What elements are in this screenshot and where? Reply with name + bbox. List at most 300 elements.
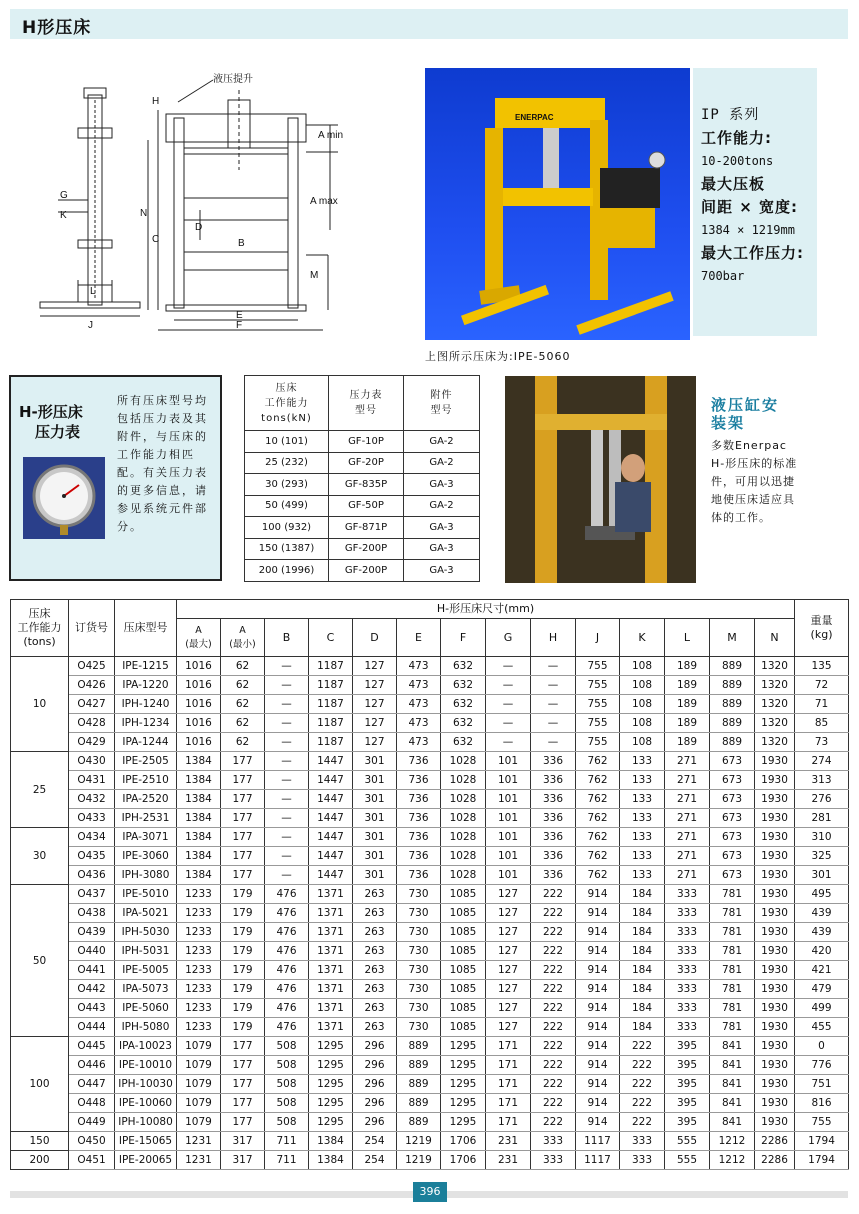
- value-cell: 1794: [795, 1132, 849, 1151]
- value-cell: 177: [221, 847, 265, 866]
- order-no-cell: O451: [69, 1151, 115, 1170]
- value-cell: 296: [353, 1094, 397, 1113]
- head-weight: 重量 (kg): [795, 600, 849, 657]
- order-no-cell: O425: [69, 657, 115, 676]
- value-cell: 1028: [441, 866, 486, 885]
- value-cell: 222: [531, 923, 576, 942]
- value-cell: 177: [221, 1056, 265, 1075]
- value-cell: 72: [795, 676, 849, 695]
- value-cell: 841: [710, 1094, 755, 1113]
- gauge-capacity-cell: 100 (932): [245, 517, 329, 539]
- value-cell: 133: [620, 790, 665, 809]
- value-cell: 177: [221, 790, 265, 809]
- accessory-model-cell: GA-2: [404, 431, 480, 453]
- value-cell: 171: [486, 1094, 531, 1113]
- capacity-cell: 150: [11, 1132, 69, 1151]
- head-dim-col: N: [755, 619, 795, 657]
- value-cell: 1016: [177, 714, 221, 733]
- value-cell: 1706: [441, 1151, 486, 1170]
- table-row: [11, 904, 849, 923]
- model-cell: IPE-5060: [115, 999, 177, 1018]
- head-model: 压床型号: [115, 600, 177, 657]
- cylinder-mount-photo: [505, 376, 696, 583]
- gauge-table-row: [245, 538, 480, 560]
- table-row: [11, 1037, 849, 1056]
- value-cell: 101: [486, 752, 531, 771]
- value-cell: 1233: [177, 980, 221, 999]
- value-cell: 1447: [309, 771, 353, 790]
- capacity-cell: 100: [11, 1037, 69, 1132]
- value-cell: 1233: [177, 923, 221, 942]
- value-cell: 914: [576, 942, 620, 961]
- value-cell: 263: [353, 999, 397, 1018]
- value-cell: 889: [397, 1056, 441, 1075]
- value-cell: 1233: [177, 904, 221, 923]
- value-cell: 127: [353, 695, 397, 714]
- value-cell: 473: [397, 714, 441, 733]
- value-cell: 1233: [177, 999, 221, 1018]
- value-cell: 1233: [177, 942, 221, 961]
- value-cell: 222: [531, 980, 576, 999]
- value-cell: 1706: [441, 1132, 486, 1151]
- value-cell: 179: [221, 942, 265, 961]
- value-cell: 1295: [309, 1075, 353, 1094]
- value-cell: 1295: [441, 1056, 486, 1075]
- value-cell: 1384: [177, 809, 221, 828]
- table-row: [11, 1018, 849, 1037]
- order-no-cell: O446: [69, 1056, 115, 1075]
- head-dim-col: A (最大): [177, 619, 221, 657]
- value-cell: 271: [665, 790, 710, 809]
- value-cell: 473: [397, 657, 441, 676]
- value-cell: 1930: [755, 1075, 795, 1094]
- gauge-table-head-accessory: 附件 型号: [404, 376, 480, 431]
- value-cell: 395: [665, 1075, 710, 1094]
- value-cell: 1231: [177, 1132, 221, 1151]
- value-cell: 222: [531, 942, 576, 961]
- value-cell: 1930: [755, 1056, 795, 1075]
- gauge-table-row: [245, 560, 480, 582]
- order-no-cell: O436: [69, 866, 115, 885]
- gauge-model-cell: GF-835P: [329, 474, 404, 496]
- value-cell: 177: [221, 771, 265, 790]
- value-cell: 222: [531, 1094, 576, 1113]
- value-cell: 730: [397, 980, 441, 999]
- value-cell: 271: [665, 866, 710, 885]
- value-cell: 1930: [755, 1037, 795, 1056]
- model-cell: IPA-5021: [115, 904, 177, 923]
- value-cell: 1384: [177, 771, 221, 790]
- capacity-cell: 10: [11, 657, 69, 752]
- gauge-capacity-cell: 30 (293): [245, 474, 329, 496]
- value-cell: 222: [531, 1056, 576, 1075]
- value-cell: 1219: [397, 1151, 441, 1170]
- value-cell: —: [265, 828, 309, 847]
- value-cell: 171: [486, 1037, 531, 1056]
- value-cell: 276: [795, 790, 849, 809]
- value-cell: 271: [665, 828, 710, 847]
- gauge-table-head-capacity: 压床 工作能力 tons(kN): [245, 376, 329, 431]
- value-cell: 310: [795, 828, 849, 847]
- model-cell: IPE-3060: [115, 847, 177, 866]
- series-name: IP 系列: [701, 107, 760, 123]
- model-cell: IPE-5005: [115, 961, 177, 980]
- value-cell: 755: [795, 1113, 849, 1132]
- capacity-cell: 30: [11, 828, 69, 885]
- value-cell: 730: [397, 1018, 441, 1037]
- value-cell: 473: [397, 695, 441, 714]
- value-cell: 1016: [177, 657, 221, 676]
- order-no-cell: O428: [69, 714, 115, 733]
- dimensions-table: [10, 599, 849, 1170]
- value-cell: —: [265, 866, 309, 885]
- value-cell: 914: [576, 1113, 620, 1132]
- value-cell: 336: [531, 752, 576, 771]
- value-cell: 632: [441, 695, 486, 714]
- value-cell: 127: [486, 980, 531, 999]
- value-cell: —: [265, 657, 309, 676]
- gauge-model-cell: GF-200P: [329, 560, 404, 582]
- gauge-capacity-cell: 200 (1996): [245, 560, 329, 582]
- dim-j-label: J: [88, 320, 93, 331]
- value-cell: 1930: [755, 847, 795, 866]
- head-dim-col: A (最小): [221, 619, 265, 657]
- press-photo: [425, 68, 690, 340]
- value-cell: 1085: [441, 885, 486, 904]
- value-cell: 1295: [309, 1037, 353, 1056]
- value-cell: 336: [531, 771, 576, 790]
- value-cell: —: [486, 676, 531, 695]
- value-cell: 730: [397, 942, 441, 961]
- order-no-cell: O448: [69, 1094, 115, 1113]
- table-row: [11, 1132, 849, 1151]
- value-cell: 889: [710, 676, 755, 695]
- value-cell: 313: [795, 771, 849, 790]
- table-row: [11, 980, 849, 999]
- value-cell: 555: [665, 1151, 710, 1170]
- value-cell: 1016: [177, 676, 221, 695]
- value-cell: 1212: [710, 1151, 755, 1170]
- value-cell: 762: [576, 828, 620, 847]
- value-cell: 673: [710, 752, 755, 771]
- value-cell: 184: [620, 1018, 665, 1037]
- head-dim-col: D: [353, 619, 397, 657]
- value-cell: 336: [531, 809, 576, 828]
- value-cell: 1079: [177, 1075, 221, 1094]
- accessory-model-cell: GA-3: [404, 538, 480, 560]
- bracket-title-1: 液压缸安: [711, 396, 780, 414]
- value-cell: 1930: [755, 828, 795, 847]
- model-cell: IPH-2531: [115, 809, 177, 828]
- value-cell: 479: [795, 980, 849, 999]
- value-cell: 189: [665, 714, 710, 733]
- order-no-cell: O444: [69, 1018, 115, 1037]
- value-cell: 762: [576, 752, 620, 771]
- value-cell: 455: [795, 1018, 849, 1037]
- value-cell: 1295: [441, 1037, 486, 1056]
- table-row: [11, 714, 849, 733]
- value-cell: 133: [620, 809, 665, 828]
- model-cell: IPA-10023: [115, 1037, 177, 1056]
- value-cell: —: [531, 714, 576, 733]
- table-row: [11, 771, 849, 790]
- pressure-label: 最大工作压力:: [701, 244, 804, 262]
- value-cell: —: [486, 657, 531, 676]
- table-row: [11, 1151, 849, 1170]
- order-no-cell: O450: [69, 1132, 115, 1151]
- value-cell: 301: [353, 752, 397, 771]
- gauge-table-row: [245, 517, 480, 539]
- model-cell: IPE-10060: [115, 1094, 177, 1113]
- capacity-label: 工作能力:: [701, 129, 772, 147]
- value-cell: 508: [265, 1113, 309, 1132]
- value-cell: 736: [397, 809, 441, 828]
- table-row: [11, 790, 849, 809]
- table-row: [11, 695, 849, 714]
- model-cell: IPE-10010: [115, 1056, 177, 1075]
- gauge-table-head-gauge: 压力表 型号: [329, 376, 404, 431]
- value-cell: 263: [353, 904, 397, 923]
- value-cell: 781: [710, 942, 755, 961]
- value-cell: 632: [441, 657, 486, 676]
- value-cell: 751: [795, 1075, 849, 1094]
- value-cell: 333: [665, 961, 710, 980]
- enerpac-logo: ENERPAC: [515, 113, 554, 122]
- model-cell: IPE-2505: [115, 752, 177, 771]
- value-cell: 632: [441, 714, 486, 733]
- value-cell: 296: [353, 1056, 397, 1075]
- value-cell: 184: [620, 923, 665, 942]
- value-cell: 755: [576, 695, 620, 714]
- accessory-model-cell: GA-2: [404, 452, 480, 474]
- value-cell: 71: [795, 695, 849, 714]
- value-cell: 171: [486, 1056, 531, 1075]
- order-no-cell: O431: [69, 771, 115, 790]
- value-cell: 914: [576, 1075, 620, 1094]
- value-cell: 333: [531, 1132, 576, 1151]
- value-cell: 476: [265, 980, 309, 999]
- value-cell: 263: [353, 961, 397, 980]
- value-cell: 476: [265, 942, 309, 961]
- value-cell: 254: [353, 1132, 397, 1151]
- value-cell: 301: [353, 790, 397, 809]
- value-cell: 1447: [309, 809, 353, 828]
- table-row: [11, 752, 849, 771]
- value-cell: 133: [620, 752, 665, 771]
- photo-caption: 上图所示压床为:IPE-5060: [425, 350, 571, 363]
- value-cell: 1028: [441, 790, 486, 809]
- model-cell: IPA-2520: [115, 790, 177, 809]
- value-cell: 762: [576, 771, 620, 790]
- value-cell: 762: [576, 790, 620, 809]
- value-cell: 762: [576, 847, 620, 866]
- value-cell: 1085: [441, 999, 486, 1018]
- value-cell: 296: [353, 1037, 397, 1056]
- gauge-model-cell: GF-200P: [329, 538, 404, 560]
- value-cell: 189: [665, 695, 710, 714]
- model-cell: IPA-3071: [115, 828, 177, 847]
- value-cell: 473: [397, 733, 441, 752]
- value-cell: 179: [221, 923, 265, 942]
- value-cell: 730: [397, 999, 441, 1018]
- bracket-title: [711, 396, 779, 432]
- value-cell: 133: [620, 828, 665, 847]
- value-cell: 231: [486, 1132, 531, 1151]
- value-cell: 555: [665, 1132, 710, 1151]
- value-cell: 333: [665, 923, 710, 942]
- head-dim-col: B: [265, 619, 309, 657]
- order-no-cell: O435: [69, 847, 115, 866]
- value-cell: 222: [620, 1094, 665, 1113]
- value-cell: 776: [795, 1056, 849, 1075]
- value-cell: 914: [576, 1037, 620, 1056]
- value-cell: 127: [353, 733, 397, 752]
- value-cell: 333: [665, 999, 710, 1018]
- value-cell: 476: [265, 923, 309, 942]
- order-no-cell: O437: [69, 885, 115, 904]
- value-cell: 889: [397, 1094, 441, 1113]
- page-number: 396: [413, 1182, 447, 1202]
- value-cell: 1117: [576, 1132, 620, 1151]
- value-cell: 127: [353, 676, 397, 695]
- value-cell: 781: [710, 980, 755, 999]
- head-dim-col: H: [531, 619, 576, 657]
- value-cell: 762: [576, 866, 620, 885]
- value-cell: 1295: [309, 1113, 353, 1132]
- value-cell: 1371: [309, 999, 353, 1018]
- table-row: [11, 866, 849, 885]
- value-cell: 133: [620, 847, 665, 866]
- gauge-table-row: [245, 495, 480, 517]
- value-cell: 1085: [441, 942, 486, 961]
- value-cell: —: [531, 657, 576, 676]
- value-cell: 755: [576, 733, 620, 752]
- value-cell: 177: [221, 1094, 265, 1113]
- value-cell: 781: [710, 961, 755, 980]
- gauge-capacity-cell: 150 (1387): [245, 538, 329, 560]
- value-cell: 222: [531, 885, 576, 904]
- value-cell: —: [265, 676, 309, 695]
- value-cell: 222: [531, 1075, 576, 1094]
- value-cell: 1187: [309, 657, 353, 676]
- dim-m-label: M: [310, 270, 319, 281]
- table-row: [11, 942, 849, 961]
- gauge-model-cell: GF-20P: [329, 452, 404, 474]
- value-cell: 73: [795, 733, 849, 752]
- value-cell: 1231: [177, 1151, 221, 1170]
- value-cell: 1079: [177, 1113, 221, 1132]
- value-cell: 179: [221, 1018, 265, 1037]
- value-cell: 1930: [755, 942, 795, 961]
- value-cell: 1384: [177, 847, 221, 866]
- order-no-cell: O429: [69, 733, 115, 752]
- value-cell: 673: [710, 866, 755, 885]
- order-no-cell: O441: [69, 961, 115, 980]
- value-cell: 762: [576, 809, 620, 828]
- dim-e-label: E: [236, 310, 243, 321]
- value-cell: 781: [710, 904, 755, 923]
- value-cell: 184: [620, 904, 665, 923]
- value-cell: 177: [221, 809, 265, 828]
- value-cell: 1028: [441, 847, 486, 866]
- table-row: [11, 828, 849, 847]
- value-cell: 179: [221, 885, 265, 904]
- table-row: [11, 923, 849, 942]
- value-cell: 189: [665, 657, 710, 676]
- value-cell: 816: [795, 1094, 849, 1113]
- head-dim-col: E: [397, 619, 441, 657]
- value-cell: 296: [353, 1075, 397, 1094]
- value-cell: 1930: [755, 866, 795, 885]
- value-cell: 179: [221, 999, 265, 1018]
- value-cell: 730: [397, 885, 441, 904]
- value-cell: 841: [710, 1075, 755, 1094]
- value-cell: —: [531, 676, 576, 695]
- platen-value: 1384 × 1219mm: [701, 223, 795, 237]
- value-cell: 2286: [755, 1151, 795, 1170]
- value-cell: 1016: [177, 733, 221, 752]
- value-cell: 62: [221, 657, 265, 676]
- model-cell: IPH-5030: [115, 923, 177, 942]
- value-cell: 914: [576, 1056, 620, 1075]
- value-cell: 711: [265, 1132, 309, 1151]
- value-cell: 1371: [309, 961, 353, 980]
- model-cell: IPH-1234: [115, 714, 177, 733]
- table-row: [11, 961, 849, 980]
- value-cell: 1085: [441, 923, 486, 942]
- value-cell: 179: [221, 961, 265, 980]
- dim-d-label: D: [195, 222, 203, 233]
- table-row: [11, 809, 849, 828]
- table-row: [11, 999, 849, 1018]
- value-cell: 184: [620, 885, 665, 904]
- value-cell: 1447: [309, 828, 353, 847]
- value-cell: 1384: [309, 1151, 353, 1170]
- value-cell: 274: [795, 752, 849, 771]
- value-cell: 508: [265, 1094, 309, 1113]
- value-cell: 271: [665, 771, 710, 790]
- value-cell: 1371: [309, 942, 353, 961]
- value-cell: 184: [620, 999, 665, 1018]
- value-cell: 755: [576, 676, 620, 695]
- value-cell: 1212: [710, 1132, 755, 1151]
- order-no-cell: O442: [69, 980, 115, 999]
- head-dim-col: J: [576, 619, 620, 657]
- value-cell: 222: [531, 999, 576, 1018]
- dim-h-label: H: [152, 96, 160, 107]
- value-cell: 755: [576, 657, 620, 676]
- order-no-cell: O433: [69, 809, 115, 828]
- spec-panel: [693, 68, 817, 336]
- value-cell: —: [265, 752, 309, 771]
- value-cell: 301: [353, 847, 397, 866]
- value-cell: 395: [665, 1037, 710, 1056]
- value-cell: 317: [221, 1132, 265, 1151]
- head-dim-col: F: [441, 619, 486, 657]
- order-no-cell: O426: [69, 676, 115, 695]
- value-cell: 1930: [755, 790, 795, 809]
- value-cell: 914: [576, 961, 620, 980]
- value-cell: 1930: [755, 904, 795, 923]
- value-cell: 1930: [755, 752, 795, 771]
- value-cell: 1028: [441, 752, 486, 771]
- value-cell: 1447: [309, 790, 353, 809]
- value-cell: 1233: [177, 885, 221, 904]
- dim-b-label: B: [238, 238, 245, 249]
- dim-g-label: G: [60, 190, 68, 201]
- value-cell: 184: [620, 980, 665, 999]
- order-no-cell: O438: [69, 904, 115, 923]
